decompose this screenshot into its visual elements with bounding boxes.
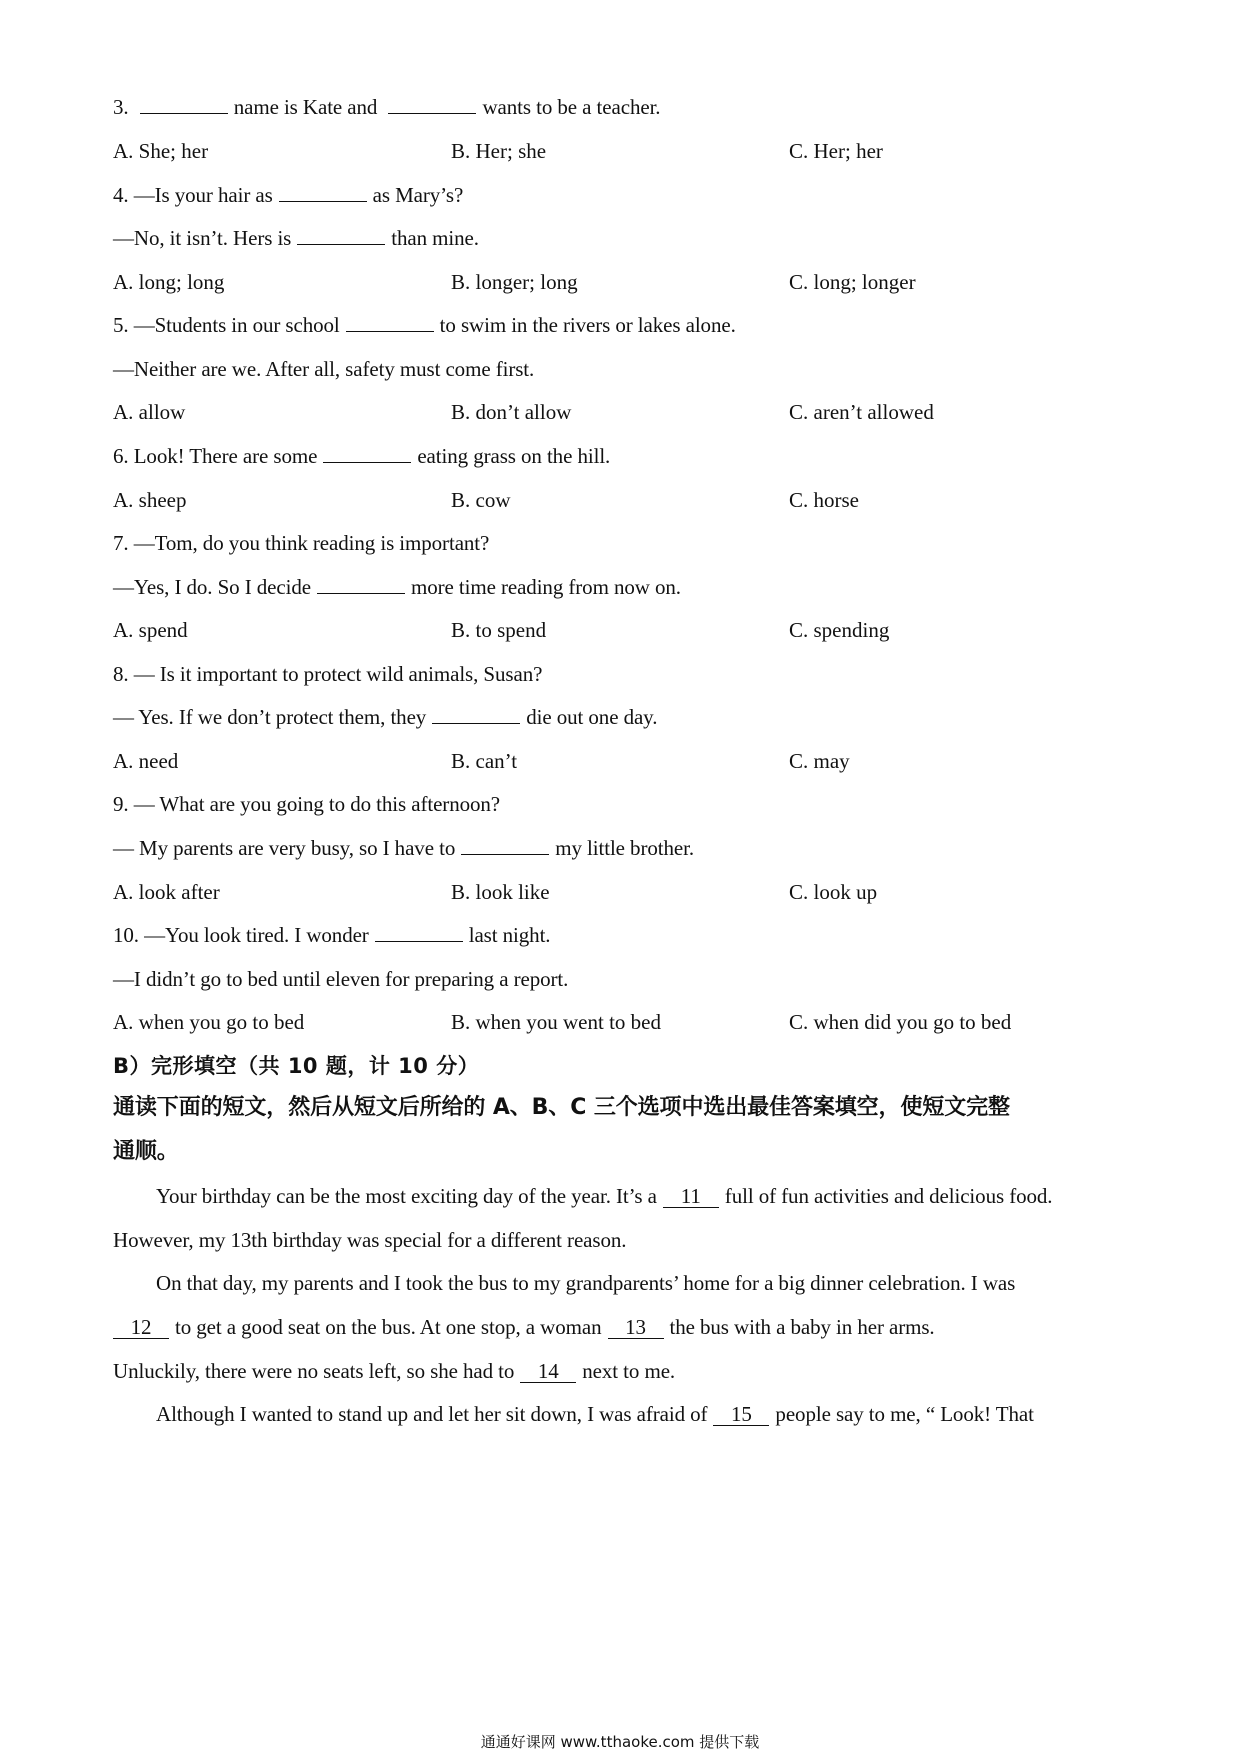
passage-line-5 <box>113 1357 675 1385</box>
q3-option-b[interactable]: B. Her; she <box>451 139 547 163</box>
q10-option-b[interactable]: B. when you went to bed <box>451 1010 661 1034</box>
q8-option-a[interactable]: A. need <box>113 749 179 773</box>
q8-option-c[interactable]: C. may <box>789 749 850 773</box>
q8-text-2: die out one day. <box>526 705 658 729</box>
question-8-line2 <box>113 703 657 731</box>
cloze-blank-13[interactable]: 13 <box>608 1316 664 1339</box>
question-3-stem <box>113 93 660 121</box>
question-10-line1 <box>113 921 550 949</box>
passage-line-2: However, my 13th birthday was special for a different reason. <box>113 1228 627 1252</box>
answer-blank <box>375 923 463 942</box>
passage-text: Unluckily, there were no seats left, so she had to <box>113 1359 515 1383</box>
q4-text-4: than mine. <box>391 226 479 250</box>
answer-blank <box>323 444 411 463</box>
answer-blank <box>317 575 405 594</box>
q6-option-b[interactable]: B. cow <box>451 488 511 512</box>
q9-text-1: — My parents are very busy, so I have to <box>113 836 456 860</box>
q6-option-a[interactable]: A. sheep <box>113 488 187 512</box>
passage-line-1 <box>156 1182 1052 1210</box>
q5-option-c[interactable]: C. aren’t allowed <box>789 400 934 424</box>
question-7-line2 <box>113 573 681 601</box>
question-10-line2: —I didn’t go to bed until eleven for preparing a report. <box>113 967 569 991</box>
passage-text: to get a good seat on the bus. At one stop, a woman <box>175 1315 602 1339</box>
q3-text-2: wants to be a teacher. <box>482 95 661 119</box>
q3-number: 3. <box>113 95 129 119</box>
question-5-line1 <box>113 311 736 339</box>
q3-option-c[interactable]: C. Her; her <box>789 139 883 163</box>
answer-blank <box>432 705 520 724</box>
q9-option-c[interactable]: C. look up <box>789 880 878 904</box>
question-9-line2 <box>113 834 694 862</box>
q9-option-b[interactable]: B. look like <box>451 880 550 904</box>
q5-option-a[interactable]: A. allow <box>113 400 186 424</box>
passage-text: Your birthday can be the most exciting day of the year. It’s a <box>156 1184 657 1208</box>
q10-text-1: 10. —You look tired. I wonder <box>113 923 369 947</box>
question-4-line2 <box>113 224 479 252</box>
question-9-line1: 9. — What are you going to do this afternoon? <box>113 792 501 816</box>
passage-text: Although I wanted to stand up and let her sit down, I was afraid of <box>156 1402 708 1426</box>
q7-text-2: more time reading from now on. <box>410 575 681 599</box>
q5-text-1: 5. —Students in our school <box>113 313 340 337</box>
q9-text-2: my little brother. <box>555 836 694 860</box>
footer-source: 通通好课网 www.tthaoke.com 提供下载 <box>480 1733 760 1751</box>
answer-blank <box>461 836 549 855</box>
q5-text-2: to swim in the rivers or lakes alone. <box>439 313 736 337</box>
q7-option-c[interactable]: C. spending <box>789 618 890 642</box>
q4-option-b[interactable]: B. longer; long <box>451 270 578 294</box>
q7-option-b[interactable]: B. to spend <box>451 618 547 642</box>
q7-option-a[interactable]: A. spend <box>113 618 188 642</box>
answer-blank <box>388 95 476 114</box>
question-4-line1 <box>113 181 463 209</box>
passage-line-3: On that day, my parents and I took the bus to my grandparents’ home for a big dinner celebration. I was <box>156 1271 1016 1295</box>
question-6-stem <box>113 442 610 470</box>
q4-text-2: as Mary’s? <box>372 183 464 207</box>
q4-option-c[interactable]: C. long; longer <box>789 270 916 294</box>
q5-option-b[interactable]: B. don’t allow <box>451 400 572 424</box>
answer-blank <box>346 313 434 332</box>
answer-blank <box>140 95 228 114</box>
q3-text-1: name is Kate and <box>233 95 378 119</box>
question-5-line2: —Neither are we. After all, safety must come first. <box>113 357 535 381</box>
passage-text: the bus with a baby in her arms. <box>669 1315 935 1339</box>
passage-line-6 <box>156 1400 1034 1428</box>
cloze-blank-15[interactable]: 15 <box>713 1403 769 1426</box>
q9-option-a[interactable]: A. look after <box>113 880 220 904</box>
q6-text-2: eating grass on the hill. <box>417 444 611 468</box>
section-instruction-line2: 通顺。 <box>113 1139 179 1164</box>
q10-option-a[interactable]: A. when you go to bed <box>113 1010 305 1034</box>
question-8-line1: 8. — Is it important to protect wild animals, Susan? <box>113 662 543 686</box>
question-7-line1: 7. —Tom, do you think reading is important? <box>113 531 490 555</box>
q10-text-2: last night. <box>468 923 551 947</box>
q8-text-1: — Yes. If we don’t protect them, they <box>113 705 427 729</box>
q6-text-1: 6. Look! There are some <box>113 444 318 468</box>
passage-text: full of fun activities and delicious food. <box>724 1184 1053 1208</box>
cloze-blank-14[interactable]: 14 <box>520 1360 576 1383</box>
answer-blank <box>297 226 385 245</box>
q7-text-1: —Yes, I do. So I decide <box>113 575 311 599</box>
answer-blank <box>279 183 367 202</box>
q6-option-c[interactable]: C. horse <box>789 488 859 512</box>
q8-option-b[interactable]: B. can’t <box>451 749 518 773</box>
cloze-blank-11[interactable]: 11 <box>663 1185 719 1208</box>
q4-text-1: 4. —Is your hair as <box>113 183 273 207</box>
passage-text: people say to me, “ Look! That <box>775 1402 1034 1426</box>
cloze-blank-12[interactable]: 12 <box>113 1316 169 1339</box>
q3-option-a[interactable]: A. She; her <box>113 139 209 163</box>
passage-text: next to me. <box>582 1359 676 1383</box>
q4-text-3: —No, it isn’t. Hers is <box>113 226 292 250</box>
section-title: B）完形填空（共 10 题，计 10 分） <box>113 1054 480 1078</box>
passage-line-4 <box>113 1313 935 1341</box>
section-instruction-line1: 通读下面的短文，然后从短文后所给的 A、B、C 三个选项中选出最佳答案填空，使短文完整 <box>113 1095 1010 1120</box>
q4-option-a[interactable]: A. long; long <box>113 270 225 294</box>
q10-option-c[interactable]: C. when did you go to bed <box>789 1010 1012 1034</box>
